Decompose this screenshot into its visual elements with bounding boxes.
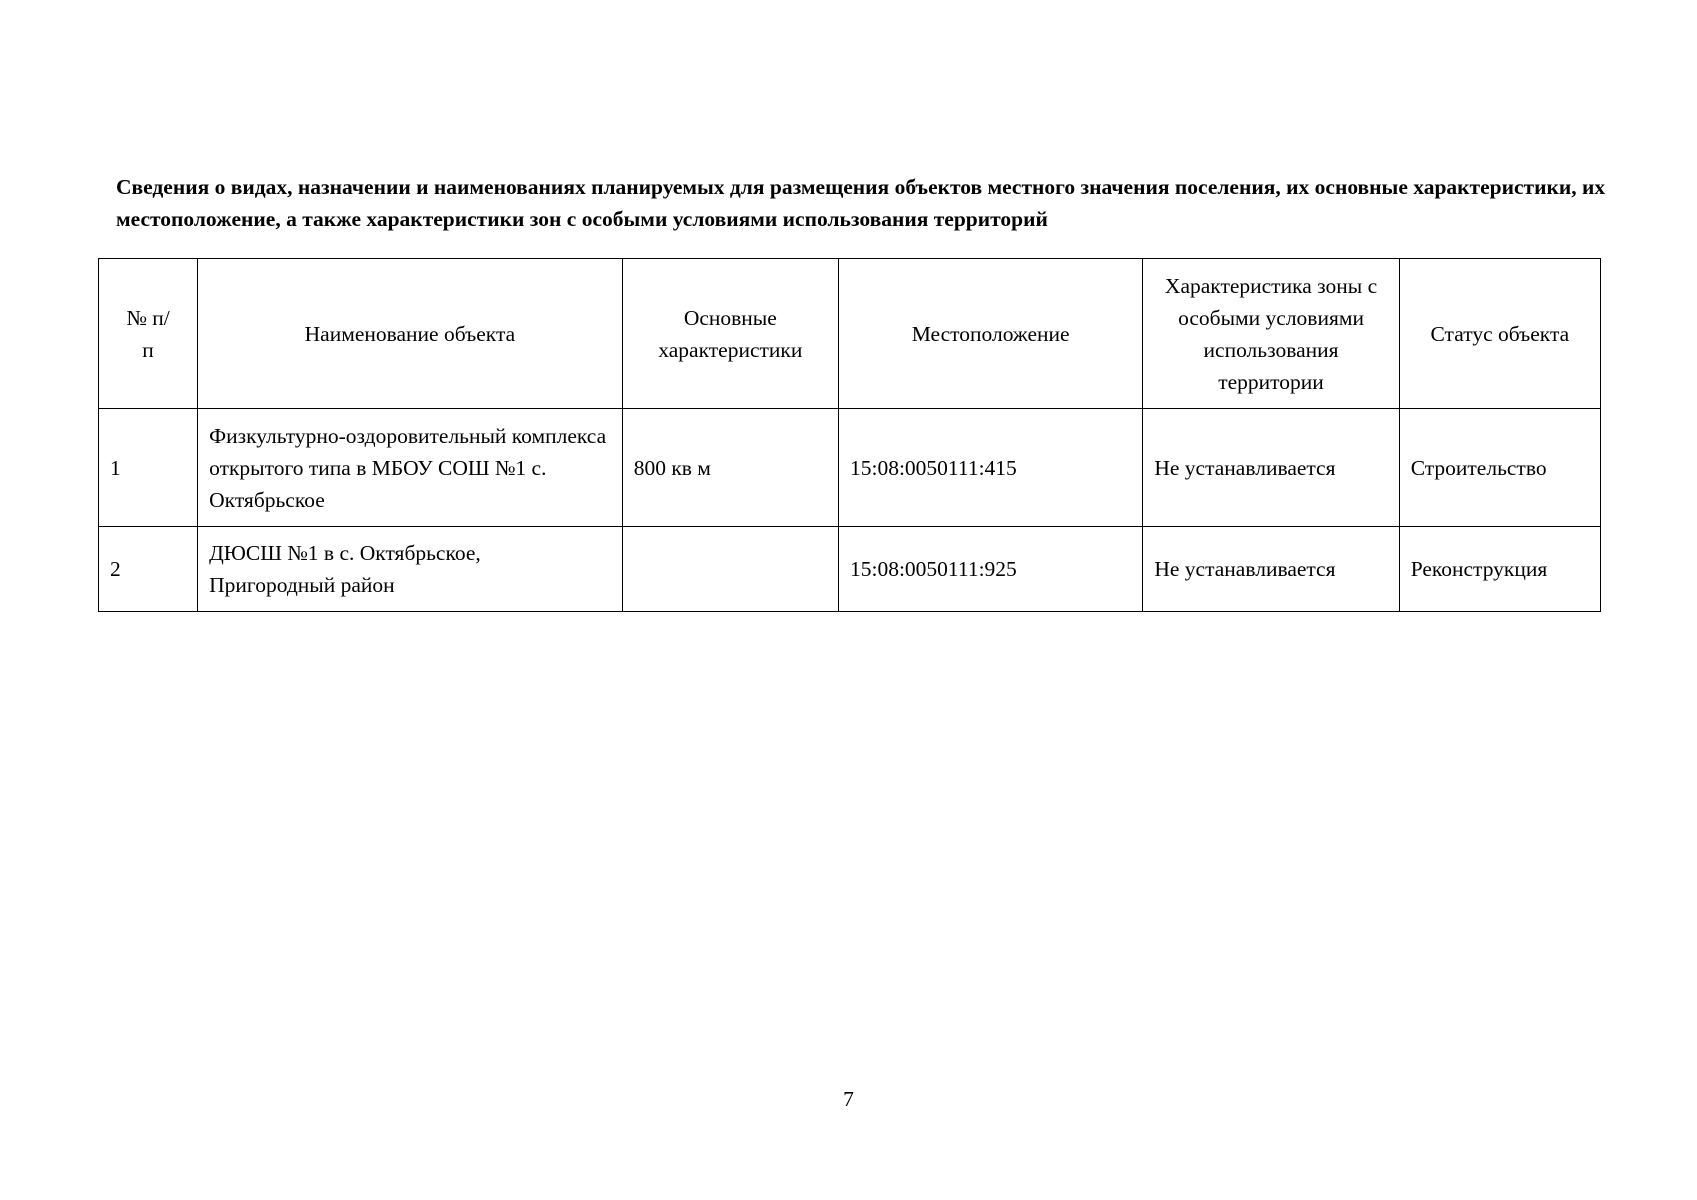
object-zone: Не устанавливается: [1143, 409, 1399, 527]
object-name: Физкультурно-оздоровительный комплекса открытого типа в МБОУ СОШ №1 с. Октябрьское: [198, 409, 623, 527]
header-location: Местоположение: [838, 259, 1142, 409]
document-title: Сведения о видах, назначении и наименованиях планируемых для размещения объектов местного значения поселения, их основные характеристики, их местоположение, а также характеристики зон с особыми условиями использования территорий: [116, 175, 1606, 231]
table-header-row: [99, 259, 1601, 409]
object-name: ДЮСШ №1 в с. Октябрьское, Пригородный район: [198, 527, 623, 612]
row-number: 1: [99, 409, 198, 527]
object-location: 15:08:0050111:415: [838, 409, 1142, 527]
object-zone: Не устанавливается: [1143, 527, 1399, 612]
header-object-status: Статус объекта: [1399, 259, 1600, 409]
page-number: 7: [843, 1087, 854, 1111]
header-object-name: Наименование объекта: [198, 259, 623, 409]
object-characteristics: [622, 527, 838, 612]
table-row: [99, 527, 1601, 612]
header-zone-characteristics: Характеристика зоны с особыми условиями использования территории: [1143, 259, 1399, 409]
header-characteristics: Основные характеристики: [622, 259, 838, 409]
header-number: № п/п: [99, 259, 198, 409]
objects-table: [98, 258, 1601, 612]
object-characteristics: 800 кв м: [622, 409, 838, 527]
row-number: 2: [99, 527, 198, 612]
object-status: Реконструкция: [1399, 527, 1600, 612]
object-status: Строительство: [1399, 409, 1600, 527]
table-row: [99, 409, 1601, 527]
object-location: 15:08:0050111:925: [838, 527, 1142, 612]
